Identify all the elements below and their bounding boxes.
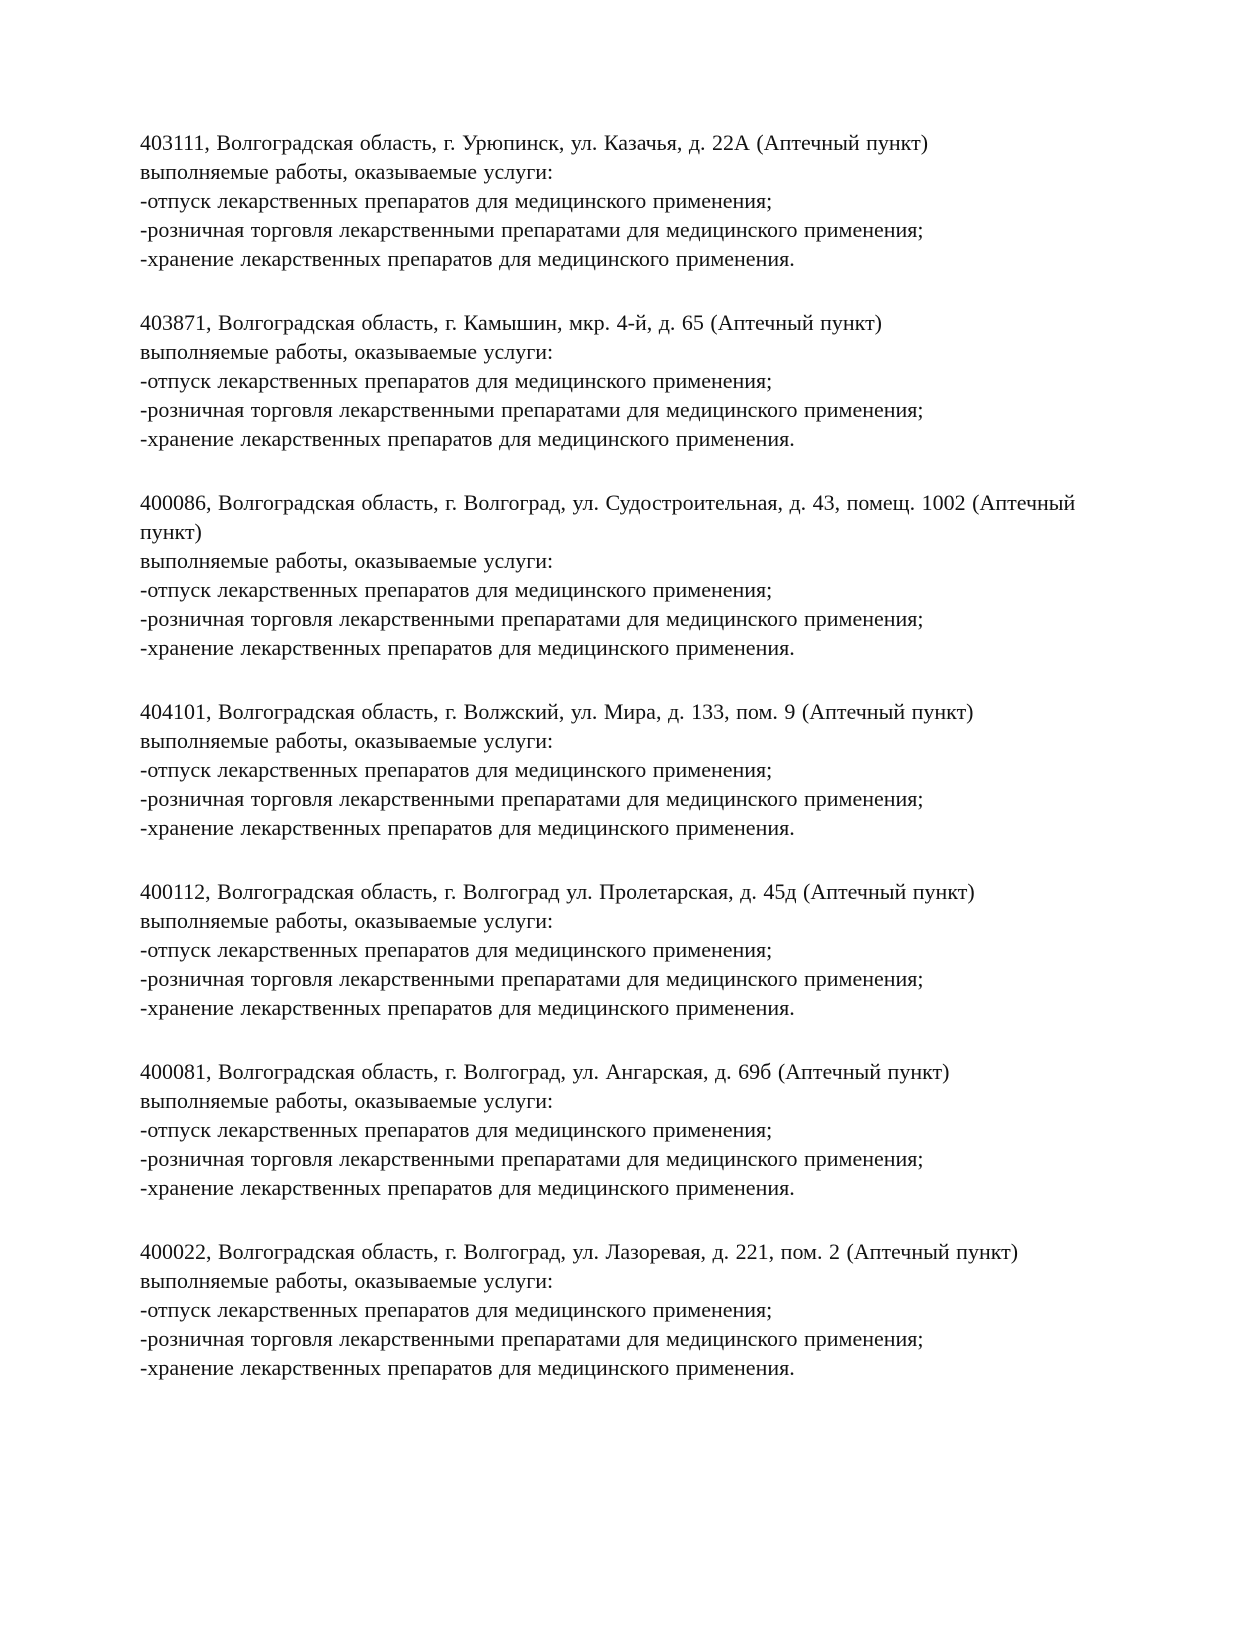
license-entries-list — [140, 128, 1100, 1382]
license-entry — [140, 488, 1100, 662]
entry-address: 400022, Волгоградская область, г. Волгоград, ул. Лазоревая, д. 221, пом. 2 (Аптечный пункт) — [140, 1239, 1019, 1264]
entry-service-line: -розничная торговля лекарственными препаратами для медицинского применения; — [140, 397, 924, 422]
entry-service-line: -хранение лекарственных препаратов для медицинского применения. — [140, 635, 795, 660]
license-entry — [140, 697, 1100, 842]
entry-service-line: -отпуск лекарственных препаратов для медицинского применения; — [140, 757, 773, 782]
entry-services-header: выполняемые работы, оказываемые услуги: — [140, 1088, 554, 1113]
entry-service-line: -розничная торговля лекарственными препаратами для медицинского применения; — [140, 966, 924, 991]
entry-address: 404101, Волгоградская область, г. Волжский, ул. Мира, д. 133, пом. 9 (Аптечный пункт) — [140, 699, 974, 724]
entry-service-line: -хранение лекарственных препаратов для медицинского применения. — [140, 1355, 795, 1380]
entry-address: 400112, Волгоградская область, г. Волгоград ул. Пролетарская, д. 45д (Аптечный пункт) — [140, 879, 975, 904]
entry-address: 403871, Волгоградская область, г. Камышин, мкр. 4-й, д. 65 (Аптечный пункт) — [140, 310, 883, 335]
license-entry — [140, 877, 1100, 1022]
license-entry — [140, 128, 1100, 273]
entry-services-header: выполняемые работы, оказываемые услуги: — [140, 339, 554, 364]
entry-services-header: выполняемые работы, оказываемые услуги: — [140, 159, 554, 184]
entry-address: 400081, Волгоградская область, г. Волгоград, ул. Ангарская, д. 69б (Аптечный пункт) — [140, 1059, 950, 1084]
entry-service-line: -отпуск лекарственных препаратов для медицинского применения; — [140, 188, 773, 213]
entry-services-header: выполняемые работы, оказываемые услуги: — [140, 908, 554, 933]
entry-service-line: -хранение лекарственных препаратов для медицинского применения. — [140, 246, 795, 271]
entry-service-line: -хранение лекарственных препаратов для медицинского применения. — [140, 815, 795, 840]
entry-service-line: -отпуск лекарственных препаратов для медицинского применения; — [140, 368, 773, 393]
entry-service-line: -розничная торговля лекарственными препаратами для медицинского применения; — [140, 1146, 924, 1171]
entry-service-line: -розничная торговля лекарственными препаратами для медицинского применения; — [140, 606, 924, 631]
entry-service-line: -хранение лекарственных препаратов для медицинского применения. — [140, 1175, 795, 1200]
entry-address: 400086, Волгоградская область, г. Волгоград, ул. Судостроительная, д. 43, помещ. 1002 (Аптечный пункт) — [140, 490, 1076, 544]
entry-service-line: -отпуск лекарственных препаратов для медицинского применения; — [140, 577, 773, 602]
entry-service-line: -отпуск лекарственных препаратов для медицинского применения; — [140, 937, 773, 962]
entry-service-line: -розничная торговля лекарственными препаратами для медицинского применения; — [140, 786, 924, 811]
entry-service-line: -хранение лекарственных препаратов для медицинского применения. — [140, 426, 795, 451]
entry-address: 403111, Волгоградская область, г. Урюпинск, ул. Казачья, д. 22А (Аптечный пункт) — [140, 130, 929, 155]
license-entry — [140, 1237, 1100, 1382]
entry-service-line: -хранение лекарственных препаратов для медицинского применения. — [140, 995, 795, 1020]
entry-services-header: выполняемые работы, оказываемые услуги: — [140, 1268, 554, 1293]
entry-services-header: выполняемые работы, оказываемые услуги: — [140, 548, 554, 573]
license-entry — [140, 1057, 1100, 1202]
license-entry — [140, 308, 1100, 453]
entry-service-line: -отпуск лекарственных препаратов для медицинского применения; — [140, 1117, 773, 1142]
entry-service-line: -отпуск лекарственных препаратов для медицинского применения; — [140, 1297, 773, 1322]
entry-services-header: выполняемые работы, оказываемые услуги: — [140, 728, 554, 753]
entry-service-line: -розничная торговля лекарственными препаратами для медицинского применения; — [140, 1326, 924, 1351]
entry-service-line: -розничная торговля лекарственными препаратами для медицинского применения; — [140, 217, 924, 242]
